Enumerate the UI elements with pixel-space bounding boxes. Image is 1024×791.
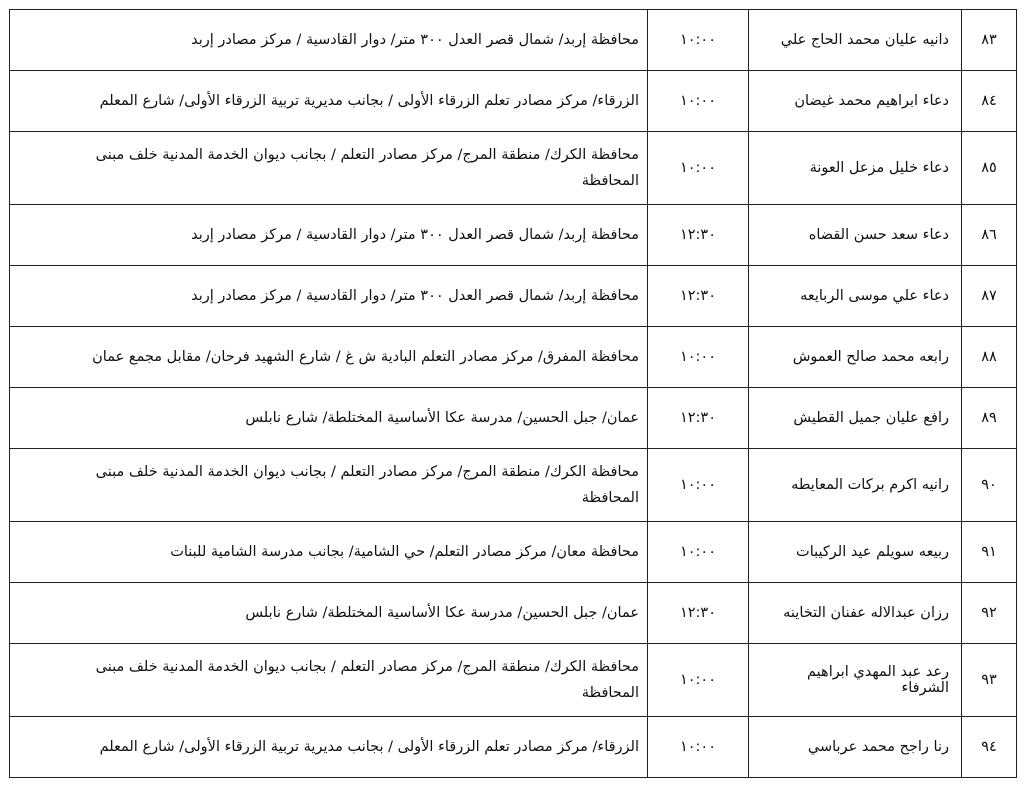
location-line: محافظة إربد/ شمال قصر العدل ٣٠٠ متر/ دوار القادسية / مركز مصادر إربد [191, 288, 639, 304]
schedule-table-body [10, 10, 1017, 778]
exam-location [10, 717, 648, 778]
row-number: ٩٢ [962, 583, 1017, 644]
exam-location [10, 449, 648, 522]
location-line: محافظة إربد/ شمال قصر العدل ٣٠٠ متر/ دوار القادسية / مركز مصادر إربد [191, 227, 639, 243]
location-line: المحافظة [581, 685, 639, 701]
candidate-name: رانيه اكرم بركات المعايطه [749, 449, 962, 522]
exam-location [10, 205, 648, 266]
location-line: عمان/ جبل الحسين/ مدرسة عكا الأساسية المختلطة/ شارع نابلس [245, 410, 639, 426]
exam-time: ١٠:٠٠ [648, 71, 749, 132]
candidate-name: رافع عليان جميل القطيش [749, 388, 962, 449]
exam-location [10, 266, 648, 327]
exam-location [10, 522, 648, 583]
table-row [10, 327, 1017, 388]
exam-time: ١٠:٠٠ [648, 522, 749, 583]
location-line: محافظة الكرك/ منطقة المرج/ مركز مصادر التعلم / بجانب ديوان الخدمة المدنية خلف مبنى [95, 147, 639, 163]
location-line: الزرقاء/ مركز مصادر تعلم الزرقاء الأولى / بجانب مديرية تربية الزرقاء الأولى/ شارع المعلم [99, 739, 639, 755]
row-number: ٩١ [962, 522, 1017, 583]
row-number: ٨٣ [962, 10, 1017, 71]
row-number: ٩٠ [962, 449, 1017, 522]
candidate-name: دعاء سعد حسن القضاه [749, 205, 962, 266]
table-row [10, 388, 1017, 449]
location-line: الزرقاء/ مركز مصادر تعلم الزرقاء الأولى / بجانب مديرية تربية الزرقاء الأولى/ شارع المعلم [99, 93, 639, 109]
location-line: عمان/ جبل الحسين/ مدرسة عكا الأساسية المختلطة/ شارع نابلس [245, 605, 639, 621]
table-row [10, 10, 1017, 71]
row-number: ٨٤ [962, 71, 1017, 132]
exam-location [10, 71, 648, 132]
row-number: ٨٩ [962, 388, 1017, 449]
exam-time: ١٠:٠٠ [648, 10, 749, 71]
exam-location [10, 132, 648, 205]
candidate-name: دعاء علي موسى الربايعه [749, 266, 962, 327]
candidate-name: دانيه عليان محمد الحاج علي [749, 10, 962, 71]
exam-time: ١٠:٠٠ [648, 327, 749, 388]
exam-time: ١٢:٣٠ [648, 266, 749, 327]
candidate-name: رزان عبدالاله عفنان التخاينه [749, 583, 962, 644]
exam-time: ١٢:٣٠ [648, 205, 749, 266]
exam-location [10, 388, 648, 449]
table-row [10, 449, 1017, 522]
location-line: المحافظة [581, 173, 639, 189]
row-number: ٩٣ [962, 644, 1017, 717]
row-number: ٨٥ [962, 132, 1017, 205]
candidate-name: ربيعه سويلم عيد الركيبات [749, 522, 962, 583]
candidate-name: رنا راجح محمد عرباسي [749, 717, 962, 778]
table-row [10, 266, 1017, 327]
row-number: ٨٨ [962, 327, 1017, 388]
location-line: محافظة معان/ مركز مصادر التعلم/ حي الشامية/ بجانب مدرسة الشامية للبنات [170, 544, 639, 560]
table-row [10, 71, 1017, 132]
exam-location [10, 583, 648, 644]
location-line: محافظة المفرق/ مركز مصادر التعلم البادية ش غ / شارع الشهيد فرحان/ مقابل مجمع عمان [92, 349, 639, 365]
exam-time: ١٠:٠٠ [648, 644, 749, 717]
exam-location [10, 327, 648, 388]
exam-time: ١٠:٠٠ [648, 717, 749, 778]
table-row [10, 522, 1017, 583]
exam-location [10, 644, 648, 717]
location-line: المحافظة [581, 490, 639, 506]
exam-time: ١٢:٣٠ [648, 388, 749, 449]
exam-location [10, 10, 648, 71]
candidate-name: رعد عبد المهدي ابراهيم الشرفاء [749, 644, 962, 717]
exam-time: ١٠:٠٠ [648, 132, 749, 205]
table-row [10, 644, 1017, 717]
row-number: ٩٤ [962, 717, 1017, 778]
location-line: محافظة الكرك/ منطقة المرج/ مركز مصادر التعلم / بجانب ديوان الخدمة المدنية خلف مبنى [95, 464, 639, 480]
table-row [10, 583, 1017, 644]
table-row [10, 205, 1017, 266]
row-number: ٨٧ [962, 266, 1017, 327]
table-row [10, 717, 1017, 778]
table-row [10, 132, 1017, 205]
candidate-name: دعاء ابراهيم محمد غيضان [749, 71, 962, 132]
location-line: محافظة الكرك/ منطقة المرج/ مركز مصادر التعلم / بجانب ديوان الخدمة المدنية خلف مبنى [95, 659, 639, 675]
row-number: ٨٦ [962, 205, 1017, 266]
schedule-table [9, 9, 1017, 778]
location-line: محافظة إربد/ شمال قصر العدل ٣٠٠ متر/ دوار القادسية / مركز مصادر إربد [191, 32, 639, 48]
exam-time: ١٠:٠٠ [648, 449, 749, 522]
candidate-name: دعاء خليل مزعل العونة [749, 132, 962, 205]
exam-time: ١٢:٣٠ [648, 583, 749, 644]
candidate-name: رابعه محمد صالح العموش [749, 327, 962, 388]
